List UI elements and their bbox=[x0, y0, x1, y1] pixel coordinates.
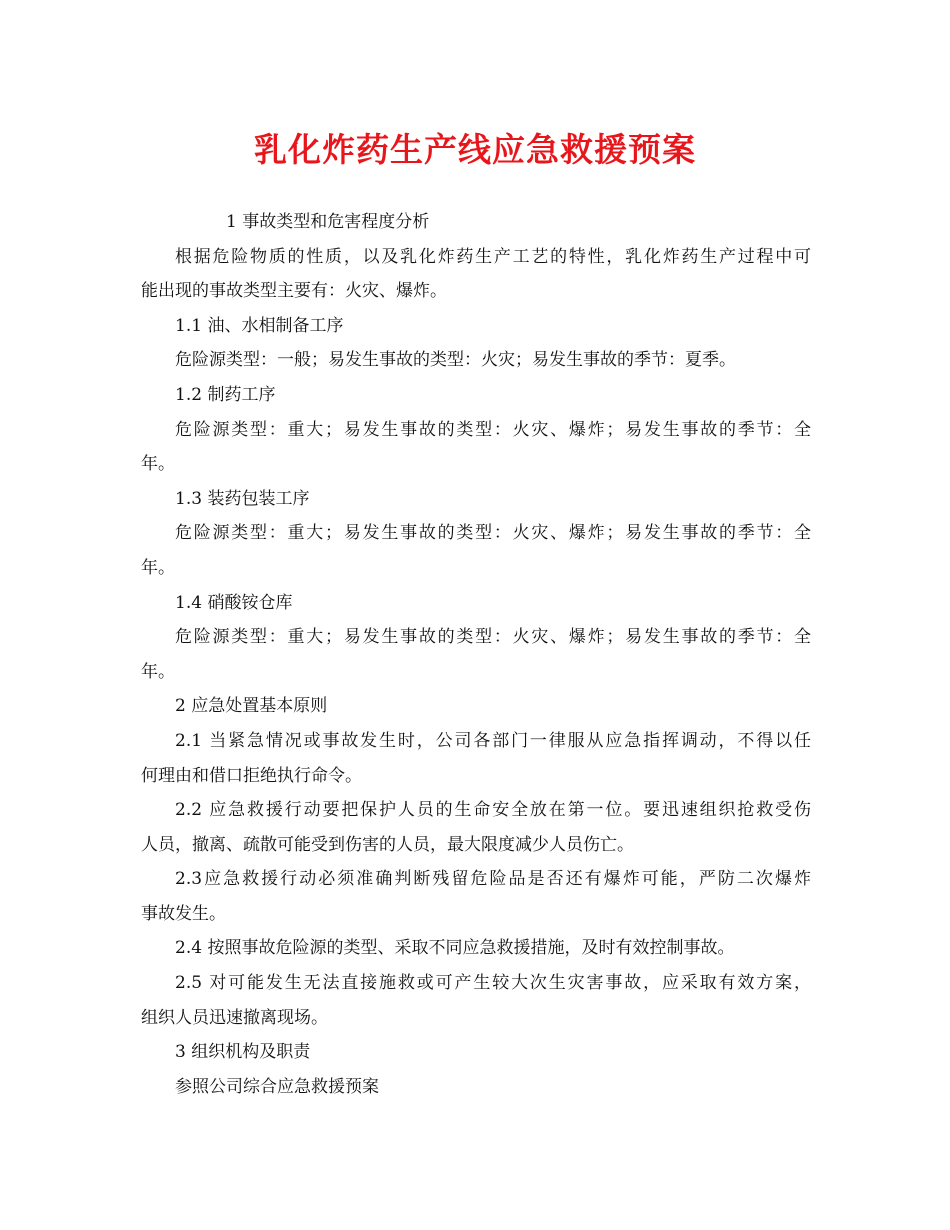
paragraph-line: 根据危险物质的性质，以及乳化炸药生产工艺的特性，乳化炸药生产过程中可 bbox=[175, 246, 811, 267]
paragraph-line: 危险源类型：重大；易发生事故的类型：火灾、爆炸；易发生事故的季节：全 bbox=[175, 627, 811, 648]
paragraph-line: 人员，撤离、疏散可能受到伤害的人员，最大限度减少人员伤亡。 bbox=[141, 834, 634, 855]
section-heading-1: 1 事故类型和危害程度分析 bbox=[226, 212, 430, 232]
paragraph-line: 年。 bbox=[141, 661, 175, 682]
paragraph-line: 2.1 当紧急情况或事故发生时，公司各部门一律服从应急指挥调动，不得以任 bbox=[175, 730, 811, 751]
paragraph-line: 年。 bbox=[141, 454, 175, 475]
subsection-heading-1-1: 1.1 油、水相制备工序 bbox=[175, 315, 344, 336]
paragraph-line: 组织人员迅速撤离现场。 bbox=[141, 1007, 328, 1028]
paragraph-line: 2.4 按照事故危险源的类型、采取不同应急救援措施，及时有效控制事故。 bbox=[175, 938, 735, 959]
paragraph-line: 2.5 对可能发生无法直接施救或可产生较大次生灾害事故，应采取有效方案， bbox=[175, 973, 811, 994]
paragraph-line: 2.3应急救援行动必须准确判断残留危险品是否还有爆炸可能，严防二次爆炸 bbox=[175, 869, 811, 890]
paragraph-line: 参照公司综合应急救援预案 bbox=[175, 1076, 379, 1097]
section-heading-3: 3 组织机构及职责 bbox=[175, 1042, 311, 1063]
paragraph-line: 能出现的事故类型主要有：火灾、爆炸。 bbox=[141, 281, 447, 302]
paragraph-line: 危险源类型：重大；易发生事故的类型：火灾、爆炸；易发生事故的季节：全 bbox=[175, 523, 811, 544]
document-title: 乳化炸药生产线应急救援预案 bbox=[254, 130, 696, 169]
paragraph-line: 危险源类型：一般；易发生事故的类型：火灾；易发生事故的季节：夏季。 bbox=[175, 350, 736, 371]
paragraph-line: 何理由和借口拒绝执行命令。 bbox=[141, 765, 362, 786]
subsection-heading-1-2: 1.2 制药工序 bbox=[175, 384, 276, 405]
paragraph-line: 事故发生。 bbox=[141, 903, 226, 924]
section-heading-2: 2 应急处置基本原则 bbox=[175, 696, 328, 717]
subsection-heading-1-3: 1.3 装药包装工序 bbox=[175, 488, 310, 509]
paragraph-line: 年。 bbox=[141, 557, 175, 578]
document-body bbox=[141, 205, 811, 1104]
paragraph-line: 危险源类型：重大；易发生事故的类型：火灾、爆炸；易发生事故的季节：全 bbox=[175, 419, 811, 440]
subsection-heading-1-4: 1.4 硝酸铵仓库 bbox=[175, 592, 293, 613]
paragraph-line: 2.2 应急救援行动要把保护人员的生命安全放在第一位。要迅速组织抢救受伤 bbox=[175, 800, 811, 821]
